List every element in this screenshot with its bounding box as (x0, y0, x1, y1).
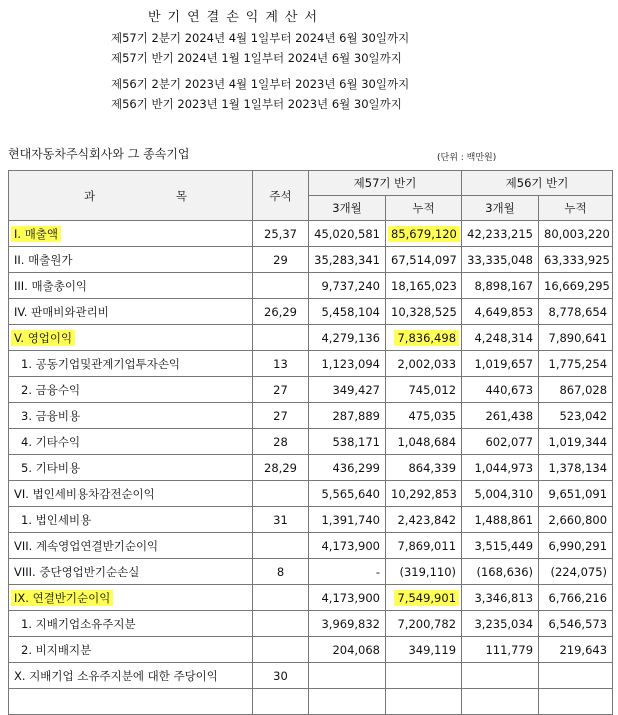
table-row (9, 377, 613, 403)
table-row (9, 299, 613, 325)
header-item-left: 과 (84, 188, 96, 203)
table-row (9, 611, 613, 637)
cell-ccum (386, 611, 462, 637)
cell-p3 (462, 351, 539, 377)
cell-pcum (539, 559, 613, 585)
cell-note (253, 481, 309, 507)
cell-note (253, 455, 309, 481)
cell-p3 (462, 403, 539, 429)
cell-pcum-text: 1,378,134 (548, 460, 608, 475)
cell-c3 (309, 533, 386, 559)
cell-ccum-text: 2,002,033 (397, 356, 457, 371)
cell-ccum-text: 18,165,023 (391, 278, 457, 293)
cell-c3-text: 5,565,640 (321, 486, 380, 501)
cell-note-text: 13 (273, 356, 288, 371)
cell-pcum-text: 2,660,800 (548, 512, 608, 527)
cell-note (253, 611, 309, 637)
cell-c3-text: 45,020,581 (314, 226, 380, 241)
cell-ccum-text: 7,200,782 (397, 616, 457, 631)
cell-pcum-text: 1,775,254 (548, 356, 608, 371)
cell-ccum (386, 585, 462, 611)
table-row (9, 455, 613, 481)
cell-pcum-text: 6,766,216 (548, 590, 608, 605)
cell-pcum-text: 523,042 (559, 408, 608, 423)
cell-pcum-text: 867,028 (559, 382, 608, 397)
cell-c3 (309, 481, 386, 507)
cell-item (9, 377, 253, 403)
table-row (9, 663, 613, 689)
cell-p3 (462, 377, 539, 403)
cell-p3-text: (168,636) (476, 564, 534, 579)
cell-p3 (462, 585, 539, 611)
cell-ccum (386, 299, 462, 325)
income-statement-table (8, 170, 613, 715)
cell-ccum (386, 429, 462, 455)
cell-note (253, 507, 309, 533)
cell-p3-text: 1,044,973 (474, 460, 534, 475)
header-note: 주석 (253, 171, 309, 221)
cell-c3-text: 436,299 (332, 460, 380, 475)
cell-item-text: IV. 판매비와관리비 (14, 304, 109, 319)
cell-ccum (386, 221, 462, 247)
cell-c3-text: 9,737,240 (321, 278, 380, 293)
cell-item-text: VI. 법인세비용차감전순이익 (14, 486, 155, 501)
cell-item-text: 5. 기타비용 (21, 460, 81, 475)
cell-ccum (386, 663, 462, 689)
cell-p3-text: 42,233,215 (467, 226, 534, 241)
cell-c3 (309, 351, 386, 377)
cell-pcum (539, 585, 613, 611)
cell-c3 (309, 377, 386, 403)
cell-note (253, 403, 309, 429)
cell-p3 (462, 299, 539, 325)
cell-ccum (386, 507, 462, 533)
header-prior-period: 제56기 반기 (462, 171, 613, 196)
cell-ccum (386, 455, 462, 481)
cell-ccum (386, 247, 462, 273)
cell-note-text: 30 (273, 668, 288, 683)
table-row (9, 507, 613, 533)
cell-pcum (539, 247, 613, 273)
cell-c3 (309, 247, 386, 273)
cell-item-text: 1. 법인세비용 (21, 512, 92, 527)
cell-item (9, 559, 253, 585)
cell-p3-text: 4,649,853 (474, 304, 534, 319)
cell-ccum (386, 533, 462, 559)
cell-c3-text: 4,279,136 (321, 330, 380, 345)
cell-item (9, 351, 253, 377)
cell-p3 (462, 689, 539, 715)
cell-pcum (539, 299, 613, 325)
cell-note (253, 663, 309, 689)
table-row (9, 429, 613, 455)
cell-pcum-text: (224,075) (550, 564, 608, 579)
cell-note (253, 429, 309, 455)
cell-ccum-text: 745,012 (408, 382, 457, 397)
cell-item (9, 585, 253, 611)
table-row (9, 325, 613, 351)
cell-pcum (539, 689, 613, 715)
cell-ccum (386, 559, 462, 585)
cell-ccum (386, 481, 462, 507)
cell-item-text: III. 매출총이익 (14, 278, 88, 293)
cell-note (253, 351, 309, 377)
cell-note (253, 533, 309, 559)
cell-pcum-text: 6,990,291 (548, 538, 608, 553)
cell-item-text: X. 지배기업 소유주지분에 대한 주당이익 (14, 668, 218, 683)
cell-ccum-text: 85,679,120 (388, 226, 460, 242)
cell-item (9, 403, 253, 429)
cell-p3-text: 1,019,657 (474, 356, 534, 371)
cell-ccum-text: 7,549,901 (394, 590, 459, 606)
cell-p3-text: 3,515,449 (474, 538, 534, 553)
cell-item-text: 1. 지배기업소유주지분 (21, 616, 136, 631)
cell-pcum-text: 9,651,091 (548, 486, 608, 501)
cell-note-text: 28 (273, 434, 288, 449)
cell-item (9, 299, 253, 325)
cell-item (9, 533, 253, 559)
cell-c3 (309, 507, 386, 533)
cell-c3 (309, 559, 386, 585)
cell-note (253, 247, 309, 273)
cell-item (9, 221, 253, 247)
cell-p3 (462, 637, 539, 663)
cell-note (253, 273, 309, 299)
cell-item (9, 481, 253, 507)
cell-note-text: 31 (273, 512, 288, 527)
cell-pcum (539, 403, 613, 429)
period-line-3: 제56기 2분기 2023년 4월 1일부터 2023년 6월 30일까지 (111, 77, 410, 91)
cell-p3-text: 33,335,048 (467, 252, 534, 267)
cell-p3 (462, 559, 539, 585)
cell-item-text: 4. 기타수익 (21, 434, 81, 449)
cell-ccum-text: 10,328,525 (391, 304, 457, 319)
cell-note-text: 25,37 (264, 226, 297, 241)
table-body (9, 221, 613, 715)
cell-c3-text: 204,068 (332, 642, 380, 657)
cell-note (253, 377, 309, 403)
period-line-4: 제56기 반기 2023년 1월 1일부터 2023년 6월 30일까지 (111, 97, 402, 111)
cell-p3-text: 4,248,314 (474, 330, 534, 345)
cell-p3 (462, 429, 539, 455)
cell-item-text: VII. 계속영업연결반기순이익 (14, 538, 159, 553)
header-prior-cum: 누적 (539, 196, 613, 221)
cell-c3 (309, 221, 386, 247)
table-row (9, 533, 613, 559)
cell-note (253, 585, 309, 611)
cell-item-text: I. 매출액 (11, 226, 61, 242)
cell-c3-text: 538,171 (332, 434, 380, 449)
cell-p3-text: 3,346,813 (474, 590, 534, 605)
period-line-1: 제57기 2분기 2024년 4월 1일부터 2024년 6월 30일까지 (111, 31, 410, 45)
cell-item-text: IX. 연결반기순이익 (11, 590, 113, 606)
cell-c3-text: 287,889 (332, 408, 380, 423)
cell-pcum (539, 533, 613, 559)
cell-ccum-text: 7,836,498 (394, 330, 459, 346)
cell-c3-text: 35,283,341 (314, 252, 380, 267)
cell-c3 (309, 611, 386, 637)
cell-ccum-text: 475,035 (408, 408, 457, 423)
cell-p3-text: 602,077 (485, 434, 534, 449)
cell-note-text: 27 (273, 382, 288, 397)
cell-pcum (539, 221, 613, 247)
cell-ccum-text: 7,869,011 (397, 538, 457, 553)
cell-item (9, 663, 253, 689)
cell-ccum-text: (319,110) (399, 564, 457, 579)
cell-item (9, 325, 253, 351)
cell-note-text: 27 (273, 408, 288, 423)
cell-pcum-text: 8,778,654 (548, 304, 608, 319)
cell-note (253, 221, 309, 247)
cell-ccum-text: 10,292,853 (391, 486, 457, 501)
cell-c3 (309, 585, 386, 611)
cell-c3-text: 5,458,104 (321, 304, 380, 319)
cell-item (9, 507, 253, 533)
cell-p3 (462, 507, 539, 533)
cell-p3 (462, 481, 539, 507)
unit-label: (단위 : 백만원) (437, 153, 497, 163)
cell-c3-text: - (375, 564, 380, 579)
header-current-period: 제57기 반기 (309, 171, 462, 196)
table-row (9, 221, 613, 247)
cell-item (9, 429, 253, 455)
cell-pcum (539, 325, 613, 351)
cell-item (9, 611, 253, 637)
cell-note (253, 637, 309, 663)
cell-c3-text: 4,173,900 (321, 538, 380, 553)
cell-c3-text: 3,969,832 (321, 616, 380, 631)
cell-pcum-text: 1,019,344 (548, 434, 608, 449)
cell-pcum (539, 637, 613, 663)
cell-note-text: 26,29 (264, 304, 297, 319)
cell-note-text: 28,29 (264, 460, 297, 475)
cell-note (253, 689, 309, 715)
cell-pcum (539, 507, 613, 533)
cell-ccum-text: 2,423,842 (397, 512, 457, 527)
cell-c3 (309, 403, 386, 429)
cell-c3-text: 1,123,094 (321, 356, 380, 371)
cell-c3 (309, 637, 386, 663)
cell-note-text: 8 (276, 564, 285, 579)
table-row (9, 559, 613, 585)
cell-item-text: 1. 공동기업및관계기업투자손익 (21, 356, 181, 371)
cell-ccum (386, 351, 462, 377)
cell-item-text: VIII. 중단영업반기순손실 (14, 564, 140, 579)
cell-p3 (462, 533, 539, 559)
cell-p3 (462, 663, 539, 689)
cell-item (9, 273, 253, 299)
table-row (9, 585, 613, 611)
cell-p3 (462, 273, 539, 299)
cell-c3 (309, 663, 386, 689)
cell-ccum (386, 689, 462, 715)
cell-p3 (462, 247, 539, 273)
cell-c3-text: 349,427 (332, 382, 380, 397)
cell-p3 (462, 611, 539, 637)
cell-c3 (309, 429, 386, 455)
cell-pcum-text: 219,643 (559, 642, 608, 657)
cell-note (253, 299, 309, 325)
cell-item-text: II. 매출원가 (14, 252, 73, 267)
cell-p3-text: 261,438 (485, 408, 534, 423)
cell-ccum-text: 349,119 (408, 642, 457, 657)
cell-pcum (539, 663, 613, 689)
cell-c3 (309, 299, 386, 325)
cell-note-text: 29 (273, 252, 288, 267)
header-current-cum: 누적 (386, 196, 462, 221)
cell-p3-text: 3,235,034 (474, 616, 534, 631)
cell-pcum (539, 351, 613, 377)
cell-pcum (539, 455, 613, 481)
cell-ccum-text: 67,514,097 (391, 252, 457, 267)
cell-c3-text: 1,391,740 (321, 512, 380, 527)
cell-p3 (462, 455, 539, 481)
table-row (9, 247, 613, 273)
cell-pcum-text: 6,546,573 (548, 616, 608, 631)
period-line-2: 제57기 반기 2024년 1월 1일부터 2024년 6월 30일까지 (111, 51, 402, 65)
header-item (9, 171, 253, 221)
cell-pcum-text: 63,333,925 (544, 252, 610, 267)
cell-item (9, 455, 253, 481)
cell-pcum (539, 481, 613, 507)
cell-p3-text: 8,898,167 (474, 278, 534, 293)
cell-ccum (386, 325, 462, 351)
cell-c3-text: 4,173,900 (321, 590, 380, 605)
cell-pcum-text: 80,003,220 (544, 226, 610, 241)
header-item-right: 목 (175, 188, 187, 203)
table-row (9, 351, 613, 377)
header-prior-3m: 3개월 (462, 196, 539, 221)
cell-item-text: 3. 금융비용 (21, 408, 81, 423)
cell-p3 (462, 325, 539, 351)
cell-pcum (539, 611, 613, 637)
cell-pcum-text: 7,890,641 (548, 330, 608, 345)
cell-p3-text: 5,004,310 (474, 486, 534, 501)
table-row (9, 481, 613, 507)
company-name: 현대자동차주식회사와 그 종속기업 (8, 147, 190, 161)
cell-ccum (386, 377, 462, 403)
cell-c3 (309, 455, 386, 481)
cell-ccum (386, 637, 462, 663)
cell-ccum (386, 273, 462, 299)
cell-item-text: 2. 금융수익 (21, 382, 81, 397)
cell-note (253, 559, 309, 585)
cell-c3 (309, 689, 386, 715)
cell-c3 (309, 325, 386, 351)
statement-title: 반기연결손익계산서 (148, 10, 325, 25)
cell-item-text: 2. 비지배지분 (21, 642, 92, 657)
cell-p3-text: 440,673 (485, 382, 534, 397)
cell-p3-text: 111,779 (485, 642, 534, 657)
cell-pcum-text: 16,669,295 (544, 278, 610, 293)
cell-pcum (539, 429, 613, 455)
header-current-3m: 3개월 (309, 196, 386, 221)
cell-ccum-text: 1,048,684 (397, 434, 457, 449)
cell-note (253, 325, 309, 351)
cell-item (9, 247, 253, 273)
cell-item (9, 689, 253, 715)
table-row (9, 689, 613, 715)
cell-item (9, 637, 253, 663)
cell-p3 (462, 221, 539, 247)
table-row (9, 273, 613, 299)
cell-pcum (539, 377, 613, 403)
table-row (9, 403, 613, 429)
cell-c3 (309, 273, 386, 299)
cell-ccum-text: 864,339 (408, 460, 457, 475)
table-row (9, 637, 613, 663)
cell-item-text: V. 영업이익 (11, 330, 75, 346)
cell-ccum (386, 403, 462, 429)
cell-pcum (539, 273, 613, 299)
cell-p3-text: 1,488,861 (474, 512, 534, 527)
